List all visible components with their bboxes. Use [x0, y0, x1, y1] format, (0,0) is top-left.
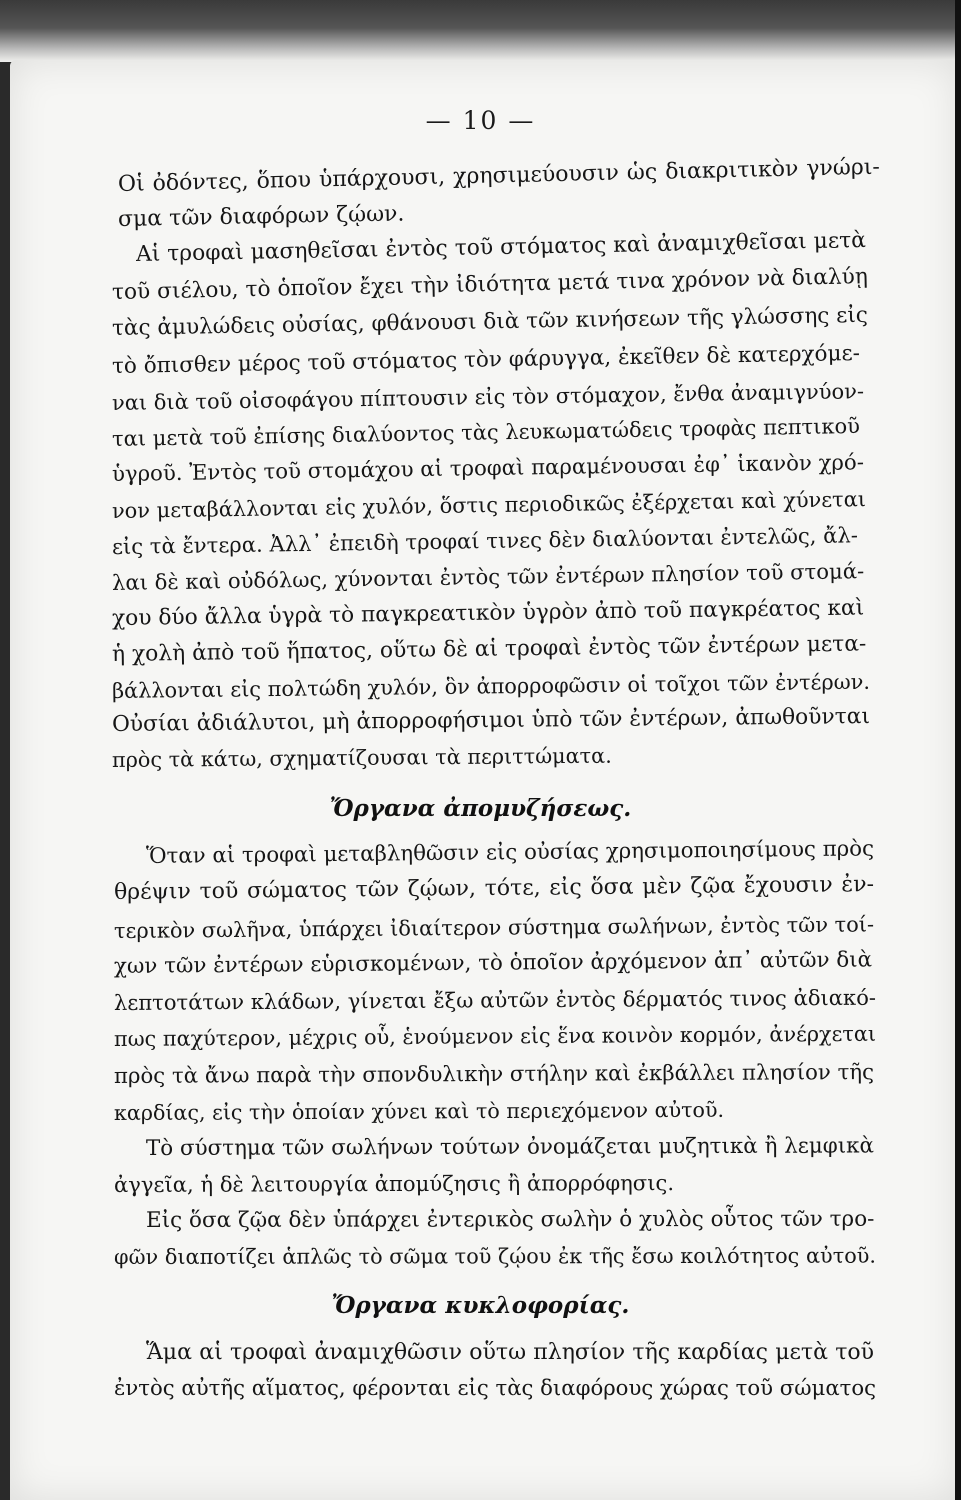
text-line: Αἱ τροφαὶ μασηθεῖσαι ἐντὸς τοῦ στόματος καὶ ἀναμιχθεῖσαι μετὰ: [135, 227, 867, 267]
text-line: λαι δὲ καὶ οὐδόλως, χύνονται ἐντὸς τῶν ἐντέρων πλησίον τοῦ στομά-: [111, 558, 865, 595]
text-line: ἐντὸς αὐτῆς αἵματος, φέρονται εἰς τὰς διαφόρους χώρας τοῦ σώματος: [114, 1376, 877, 1401]
text-line: λεπτοτάτων κλάδων, γίνεται ἔξω αὐτῶν ἐντὸς δέρματός τινος ἀδιακό-: [113, 984, 877, 1015]
text-line: Οὐσίαι ἀδιάλυτοι, μὴ ἀπορροφήσιμοι ὑπὸ τῶν ἐντέρων, ἀπωθοῦνται: [111, 704, 871, 737]
text-line: πρὸς τὰ κάτω, σχηματίζουσαι τὰ περιττώματα.: [111, 743, 612, 772]
text-line: τὰς ἀμυλώδεις οὐσίας, φθάνουσι διὰ τῶν κινήσεων τῆς γλώσσης εἰς: [111, 302, 869, 341]
page-number: — 10 —: [425, 106, 536, 135]
text-line: Εἰς ὅσα ζῷα δὲν ὑπάρχει ἐντερικὸς σωλὴν ὁ χυλὸς οὗτος τῶν τρο-: [145, 1206, 875, 1233]
text-line: νον μεταβάλλονται εἰς χυλόν, ὅστις περιοδικῶς ἐξέρχεται καὶ χύνεται: [111, 487, 867, 523]
text-line: ὑγροῦ. Ἐντὸς τοῦ στομάχου αἱ τροφαὶ παραμένουσαι ἐφ᾽ ἱκανὸν χρό-: [111, 450, 865, 487]
text-line: τοῦ σιέλου, τὸ ὁποῖον ἔχει τὴν ἰδιότητα μετά τινα χρόνον νὰ διαλύῃ: [111, 264, 869, 305]
text-line: χου δύο ἄλλα ὑγρὰ τὸ παγκρεατικὸν ὑγρὸν ἀπὸ τοῦ παγκρέατος καὶ: [111, 595, 865, 631]
text-line: πως παχύτερον, μέχρις οὗ, ἑνούμενον εἰς ἕνα κοινὸν κορμόν, ἀνέρχεται: [113, 1021, 877, 1051]
text-line: Οἱ ὀδόντες, ὅπου ὑπάρχουσι, χρησιμεύουσιν ὡς διακριτικὸν γνώρι-: [117, 154, 881, 197]
text-line: ναι διὰ τοῦ οἰσοφάγου πίπτουσιν εἰς τὸν στόμαχον, ἔνθα ἀναμιγνύον-: [111, 379, 865, 415]
text-line: ται μετὰ τοῦ ἐπίσης διαλύοντος τὰς λευκωματώδεις τροφὰς πεπτικοῦ: [111, 413, 861, 451]
text-line: τερικὸν σωλῆνα, ὑπάρχει ἰδιαίτερον σύστημα σωλήνων, ἐντὸς τῶν τοί-: [113, 912, 875, 943]
section-heading: Ὄργανα ἀπομυζήσεως.: [329, 795, 632, 822]
page-edge: [955, 0, 961, 1500]
text-line: καρδίας, εἰς τὴν ὁποίαν χύνει καὶ τὸ περιεχόμενον αὐτοῦ.: [113, 1097, 725, 1125]
text-line: Ὅταν αἱ τροφαὶ μεταβληθῶσιν εἰς οὐσίας χρησιμοποιησίμους πρὸς: [145, 836, 875, 869]
text-line: ἀγγεῖα, ἡ δὲ λειτουργία ἀπομύζησις ἢ ἀπορρόφησις.: [113, 1170, 675, 1197]
text-line: θρέψιν τοῦ σώματος τῶν ζῴων, τότε, εἰς ὅσα μὲν ζῷα ἔχουσιν ἐν-: [113, 872, 875, 905]
text-line: ἡ χολὴ ἀπὸ τοῦ ἥπατος, οὕτω δὲ αἱ τροφαὶ ἐντὸς τῶν ἐντέρων μετα-: [111, 631, 867, 667]
text-line: πρὸς τὰ ἄνω παρὰ τὴν σπονδυλικὴν στήλην καὶ ἐκβάλλει πλησίον τῆς: [113, 1060, 875, 1089]
text-line: χων τῶν ἐντέρων εὑρισκομένων, τὸ ὁποῖον ἀρχόμενον ἀπ᾽ αὐτῶν διὰ: [113, 947, 873, 979]
text-line: Τὸ σύστημα τῶν σωλήνων τούτων ὀνομάζεται μυζητικὰ ἢ λεμφικὰ: [145, 1133, 875, 1161]
text-line: βάλλονται εἰς πολτώδη χυλόν, ὃν ἀπορροφῶσιν οἱ τοῖχοι τῶν ἐντέρων.: [111, 669, 871, 703]
section-heading: Ὄργανα κυκλοφορίας.: [331, 1292, 630, 1319]
text-line: Ἅμα αἱ τροφαὶ ἀναμιχθῶσιν οὕτω πλησίον τῆς καρδίας μετὰ τοῦ: [146, 1340, 874, 1365]
text-line: φῶν διαποτίζει ἁπλῶς τὸ σῶμα τοῦ ζῴου ἐκ τῆς ἔσω κοιλότητος αὐτοῦ.: [113, 1243, 877, 1269]
text-line: σμα τῶν διαφόρων ζῴων.: [117, 201, 405, 232]
text-line: εἰς τὰ ἔντερα. Ἀλλ᾽ ἐπειδὴ τροφαί τινες δὲν διαλύονται ἐντελῶς, ἄλ-: [111, 522, 859, 559]
binding-edge: [0, 0, 961, 62]
text-line: τὸ ὄπισθεν μέρος τοῦ στόματος τὸν φάρυγγα, ἐκεῖθεν δὲ κατερχόμε-: [111, 340, 861, 379]
